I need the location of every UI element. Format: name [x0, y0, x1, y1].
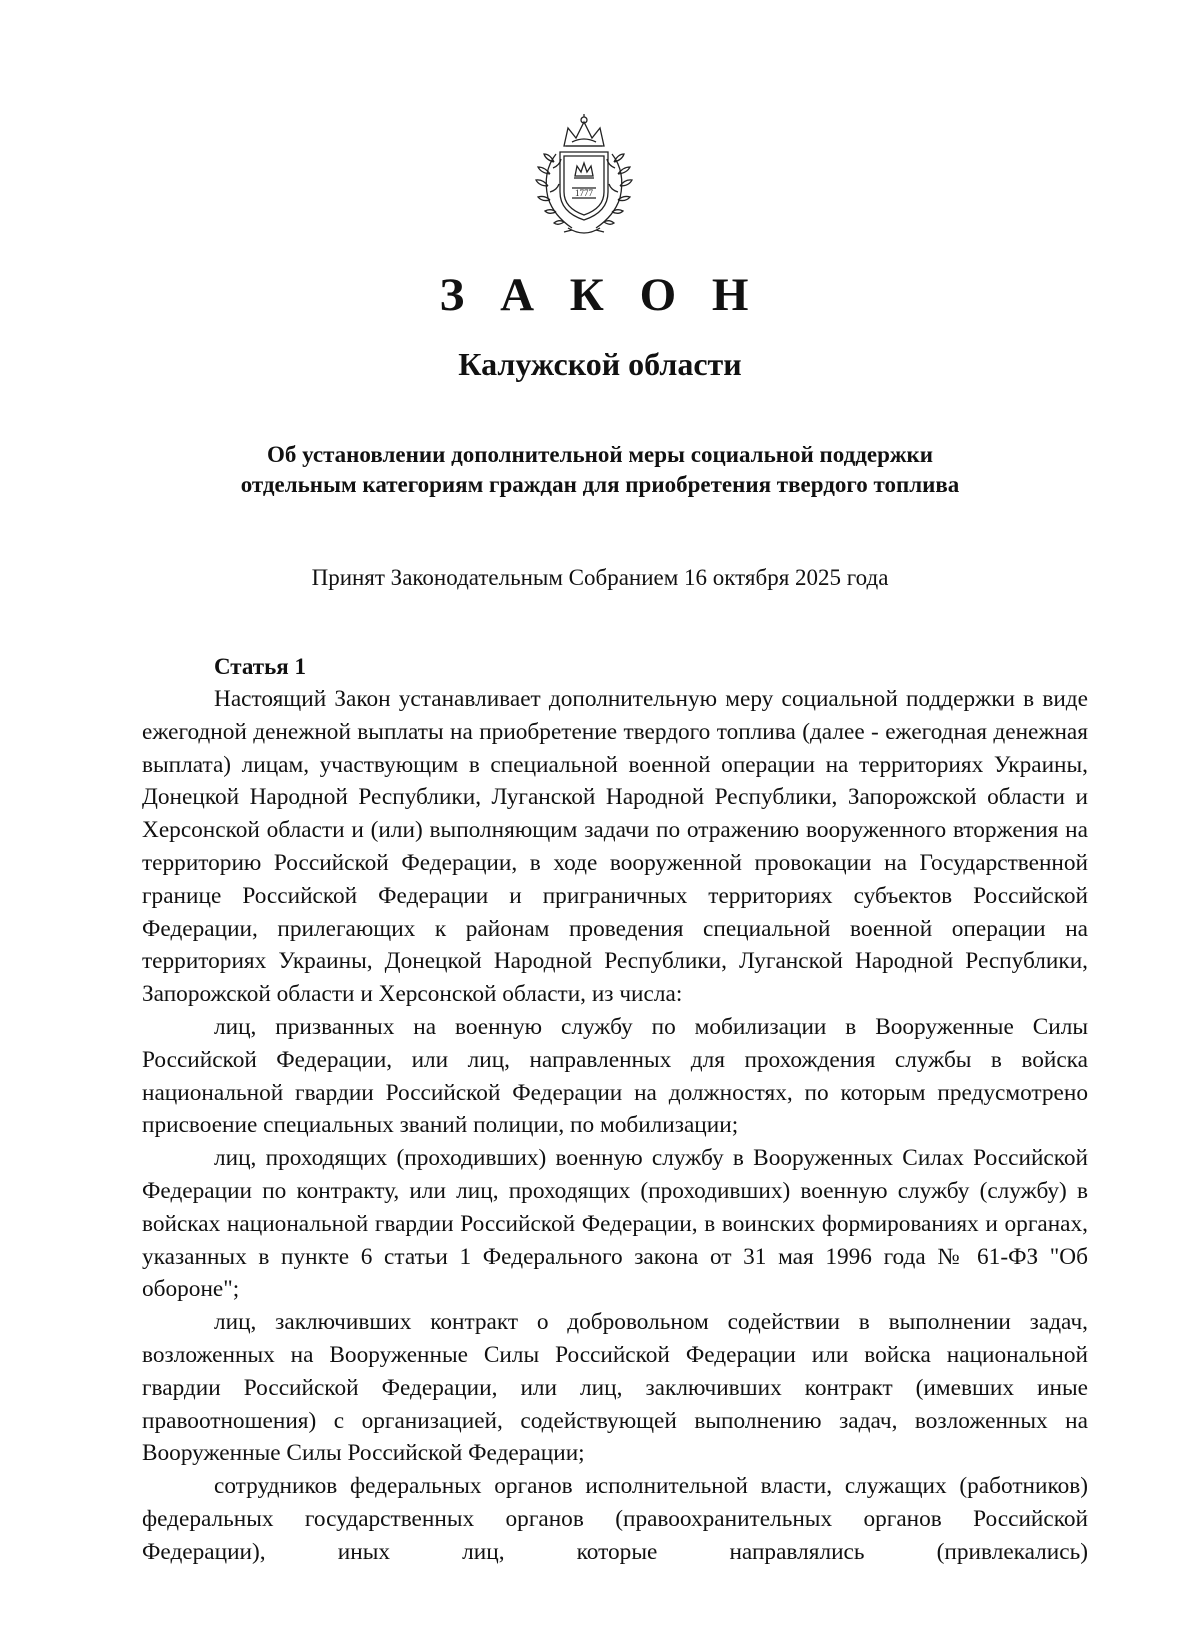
svg-text:1777: 1777 — [575, 188, 593, 198]
coat-of-arms-icon — [528, 112, 640, 242]
article-heading: Статья 1 — [214, 654, 306, 679]
article-body — [142, 683, 1088, 1569]
article-paragraph: сотрудников федеральных органов исполнительной власти, служащих (работников) федеральных государственных органов (правоохранительных органов Российской Федерации), иных лиц, которые направлялись (привлекались) — [142, 1473, 1088, 1565]
region-name: Калужской области — [458, 346, 742, 382]
law-subject — [0, 440, 1200, 500]
law-title: З А К О Н — [439, 269, 761, 321]
law-subject-line-2: отдельным категориям граждан для приобретения твердого топлива — [240, 472, 960, 497]
article-paragraph: лиц, проходящих (проходивших) военную службу в Вооруженных Силах Российской Федерации по контракту, или лиц, проходящих (проходивших) военную службу (службу) в войсках национальной гвардии Российской Федерации, в воинских формированиях и органах, указанных в пункте 6 статьи 1 Федерального закона от 31 мая 1996 года № 61-ФЗ "Об обороне"; — [142, 1145, 1088, 1303]
adoption-statement: Принят Законодательным Собранием 16 октября 2025 года — [311, 565, 889, 590]
article-paragraph: Настоящий Закон устанавливает дополнительную меру социальной поддержки в виде ежегодной денежной выплаты на приобретение твердого топлива (далее - ежегодная денежная выплата) лицам, участвующим в специальной военной операции на территориях Украины, Донецкой Народной Республики, Луганской Народной Республики, Запорожской области и Херсонской области и (или) выполняющим задачи по отражению вооруженного вторжения на территорию Российской Федерации, в ходе вооруженной провокации на Государственной границе Российской Федерации и приграничных территориях субъектов Российской Федерации, прилегающих к районам проведения специальной военной операции на территориях Украины, Донецкой Народной Республики, Луганской Народной Республики, Запорожской области и Херсонской области, из числа: — [142, 686, 1088, 1008]
coat-of-arms-emblem — [528, 112, 640, 242]
law-subject-line-1: Об установлении дополнительной меры социальной поддержки — [266, 442, 934, 467]
article-paragraph: лиц, заключивших контракт о добровольном содействии в выполнении задач, возложенных на Вооруженные Силы Российской Федерации или войска национальной гвардии Российской Федерации, или лиц, заключивших контракт (имевших иные правоотношения) с организацией, содействующей выполнению задач, возложенных на Вооруженные Силы Российской Федерации; — [142, 1309, 1088, 1467]
article-paragraph: лиц, призванных на военную службу по мобилизации в Вооруженные Силы Российской Федерации, или лиц, направленных для прохождения службы в войска национальной гвардии Российской Федерации на должностях, по которым предусмотрено присвоение специальных званий полиции, по мобилизации; — [142, 1013, 1088, 1139]
